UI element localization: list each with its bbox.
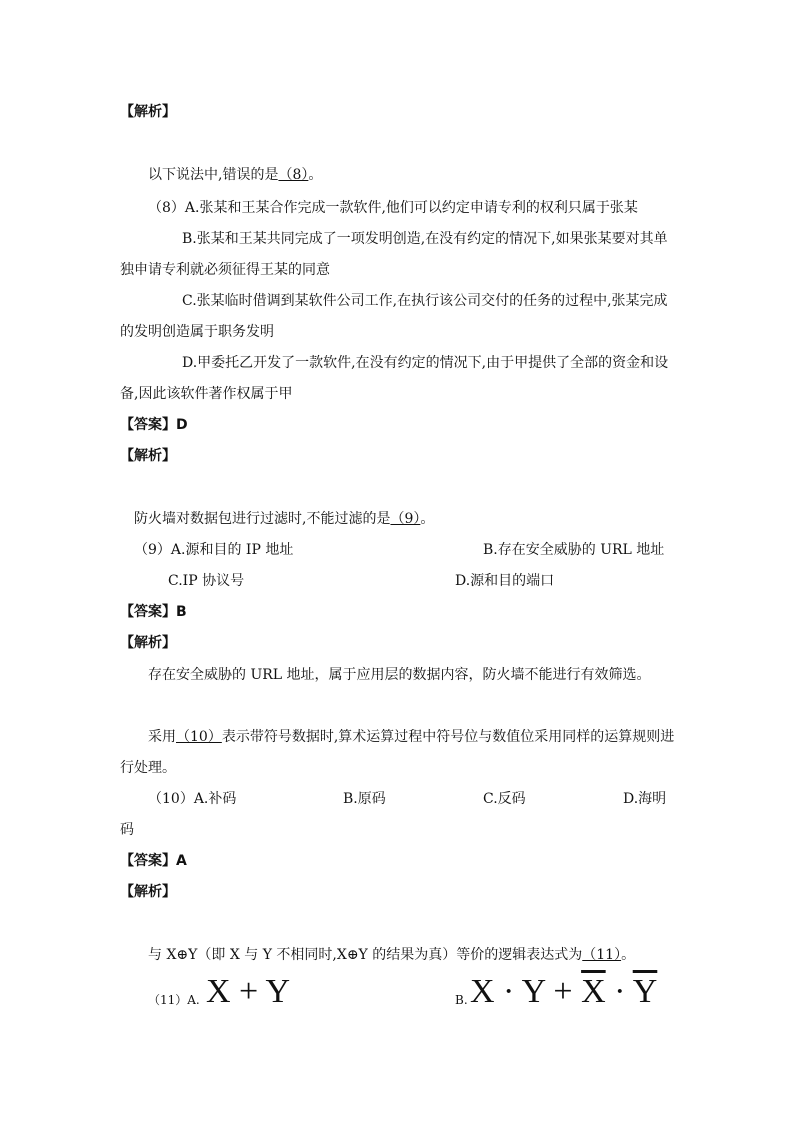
- answer-value: D: [176, 417, 188, 433]
- question-8-answer: [120, 415, 188, 435]
- question-10-analysis-label: 【解析】: [120, 884, 176, 900]
- question-10-option-a: （10）A.补码: [148, 791, 237, 807]
- stem-text: 与 X⊕Y（即 X 与 Y 不相同时,X⊕Y 的结果为真）等价的逻辑表达式为: [148, 947, 583, 963]
- answer-blank: （11）: [582, 947, 622, 963]
- question-10-stem: [148, 727, 674, 747]
- stem-text: 采用: [148, 729, 176, 745]
- question-8-option-d-line1: D.甲委托乙开发了一款软件,在没有约定的情况下,由于甲提供了全部的资金和设: [182, 355, 669, 371]
- question-10-option-d: D.海明: [623, 791, 667, 807]
- answer-blank: （8）: [278, 167, 309, 183]
- question-8-option-a: [148, 198, 638, 218]
- analysis-label: 【解析】: [120, 104, 176, 120]
- question-11-option-b-label: B.: [455, 993, 468, 1007]
- question-10-answer: [120, 851, 187, 871]
- question-9-analysis-text: 存在安全威胁的 URL 地址，属于应用层的数据内容，防火墙不能进行有效筛选。: [148, 667, 651, 683]
- stem-text: 防火墙对数据包进行过滤时,不能过滤的是: [134, 511, 391, 527]
- answer-label: 【答案】: [120, 604, 176, 620]
- question-9-analysis-label: 【解析】: [120, 635, 176, 651]
- formula-not-y: $\overline{Y}$: [632, 973, 658, 1010]
- question-8-option-c-line2: 的发明创造属于职务发明: [120, 324, 274, 340]
- question-9-stem: [134, 509, 434, 529]
- question-11-option-a-formula: X + Y: [206, 973, 291, 1010]
- question-11-option-b-formula: [470, 972, 657, 1012]
- formula-not-x: $\overline{X}$: [581, 973, 606, 1010]
- stem-text-cont: 表示带符号数据时,算术运算过程中符号位与数值位采用同样的运算规则进: [221, 729, 675, 745]
- answer-value: A: [176, 853, 187, 869]
- answer-label: 【答案】: [120, 853, 176, 869]
- formula-dot: ·: [605, 973, 633, 1010]
- stem-end: 。: [308, 167, 323, 183]
- question-11-option-a-label: （11）A.: [148, 993, 200, 1007]
- question-number: （8）: [148, 200, 185, 216]
- question-10-option-c: C.反码: [483, 791, 526, 807]
- question-9-option-a: （9）A.源和目的 IP 地址: [134, 542, 294, 558]
- question-8-option-b-line2: 独申请专利就必须征得王某的同意: [120, 262, 330, 278]
- question-8-stem: [148, 165, 322, 185]
- question-8-analysis-label: 【解析】: [120, 448, 176, 464]
- question-8-option-d-line2: 备,因此该软件著作权属于甲: [120, 386, 293, 402]
- stem-end: 。: [420, 511, 435, 527]
- question-9-option-b: B.存在安全威胁的 URL 地址: [483, 542, 665, 558]
- question-10-option-d-wrap: 码: [120, 822, 134, 838]
- answer-blank: （9）: [390, 511, 421, 527]
- question-8-option-c-line1: C.张某临时借调到某软件公司工作,在执行该公司交付的任务的过程中,张某完成: [182, 293, 668, 309]
- question-8-option-b-line1: B.张某和王某共同完成了一项发明创造,在没有约定的情况下,如果张某要对其单: [182, 231, 668, 247]
- question-9-option-d: D.源和目的端口: [455, 573, 555, 589]
- answer-label: 【答案】: [120, 417, 176, 433]
- option-text: A.张某和王某合作完成一款软件,他们可以约定申请专利的权利只属于张某: [184, 200, 638, 216]
- stem-end: 。: [621, 947, 636, 963]
- question-9-option-c: C.IP 协议号: [168, 573, 245, 589]
- question-10-option-b: B.原码: [343, 791, 386, 807]
- formula-term-1: X · Y +: [470, 973, 582, 1010]
- question-11-stem: [148, 945, 635, 965]
- answer-blank: （10）: [176, 729, 222, 745]
- question-10-stem-line2: 行处理。: [120, 760, 176, 776]
- stem-text: 以下说法中,错误的是: [148, 167, 279, 183]
- question-9-answer: [120, 602, 187, 622]
- answer-value: B: [176, 604, 187, 620]
